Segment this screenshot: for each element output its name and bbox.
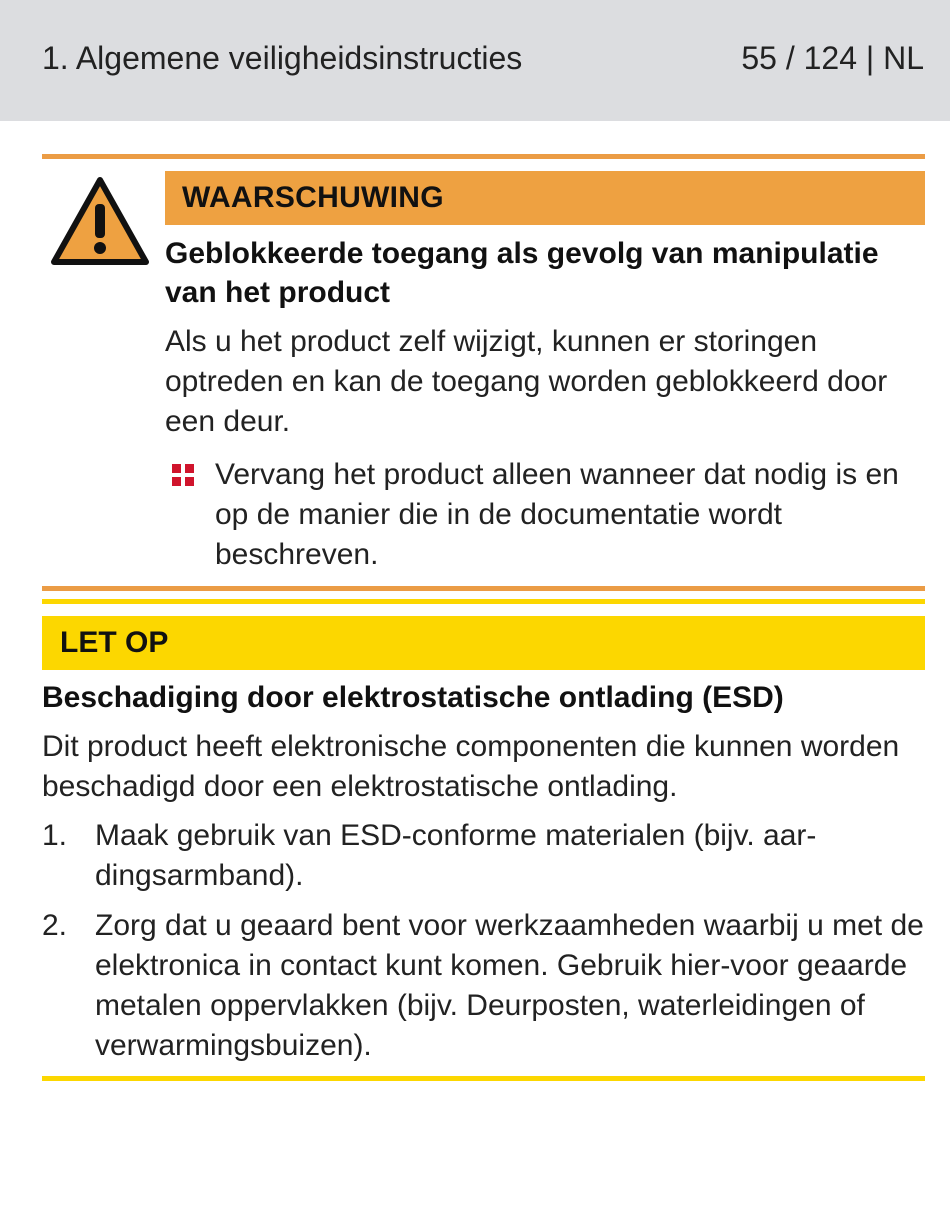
warning-instruction: Vervang het product alleen wanneer dat nodig is en op de manier die in de documentatie wordt beschreven. (215, 458, 899, 571)
step-text: Zorg dat u geaard bent voor werkzaamheden waarbij u met de elektronica in contact kunt komen. Gebruik hier-voor geaarde metalen oppervlakken (bijv. Deurposten, waterleidingen of verwarmingsbuizen). (95, 909, 924, 1062)
notice-title: Beschadiging door elektrostatische ontlading (ESD) (42, 681, 784, 714)
warning-body: Als u het product zelf wijzigt, kunnen er storingen optreden en kan de toegang worden geblokkeerd door een deur. (165, 325, 888, 438)
warning-title: Geblokkeerde toegang als gevolg van manipulatie van het product (165, 237, 879, 309)
warning-label: WAARSCHUWING (165, 171, 925, 225)
step-number: 1. (42, 819, 68, 852)
notice-top-rule (42, 599, 925, 604)
warning-top-rule (42, 154, 925, 159)
section-title: 1. Algemene veiligheidsinstructies (42, 40, 523, 76)
notice-body: Dit product heeft elektronische componenten die kunnen worden beschadigd door een elektrostatische ontlading. (42, 730, 900, 803)
notice-label: LET OP (42, 616, 925, 670)
warning-triangle-icon (50, 176, 150, 266)
page-number: 55 / 124 | NL (741, 40, 924, 76)
instruction-square-icon (172, 464, 194, 486)
notice-bottom-rule (42, 1076, 925, 1081)
warning-bottom-rule (42, 586, 925, 591)
step-text: Maak gebruik van ESD-conforme materialen (bijv. aar-dingsarmband). (95, 819, 817, 892)
step-number: 2. (42, 909, 68, 942)
page-header (0, 0, 950, 121)
